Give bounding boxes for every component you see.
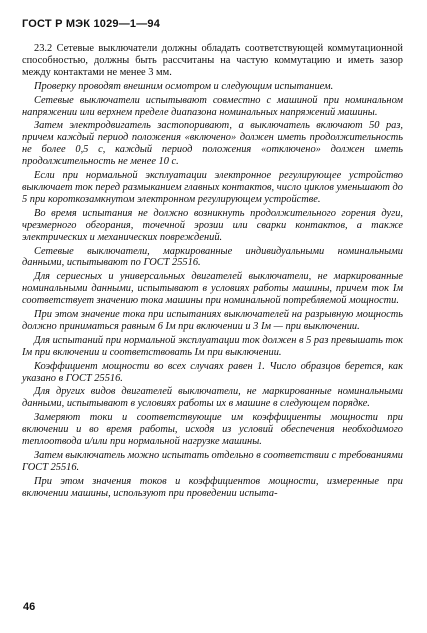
paragraph-7: Сетевые выключатели, маркированные индивидуальными номинальными данными, испытывают по ГОСТ 25516.	[22, 245, 403, 269]
paragraph-3: Сетевые выключатели испытывают совместно с машиной при номинальном напряжении или верхнем пределе диапазона номинальных напряжений машины.	[22, 94, 403, 118]
running-header: ГОСТ Р МЭК 1029—1—94	[22, 18, 161, 30]
paragraph-10: Для испытаний при нормальной эксплуатации ток должен в 5 раз превышать ток Iм при включении и соответствовать Iм при выключении.	[22, 334, 403, 358]
paragraph-8: Для сериесных и универсальных двигателей выключатели, не маркированные номинальными данными, испытывают в условиях работы машины, причем ток Iм соответствует значению тока машины при номинальной потребляемой мощности.	[22, 271, 403, 307]
paragraph-12: Для других видов двигателей выключатели, не маркированные номинальными данными, испытывают в условиях работы их в машине в следующем порядке.	[22, 386, 403, 410]
paragraph-5: Если при нормальной эксплуатации электронное регулирующее устройство выключает ток перед размыканием главных контактов, число циклов уменьшают до 5 при короткозамкнутом электронном регулирующем устройстве.	[22, 170, 403, 205]
paragraph-11: Коэффициент мощности во всех случаях равен 1. Число образцов берется, как указано в ГОСТ 25516.	[22, 360, 403, 384]
body-text	[22, 43, 403, 502]
paragraph-1: 23.2 Сетевые выключатели должны обладать соответствующей коммутационной способностью, должны быть рассчитаны на частую коммутацию и иметь зазор между контактами не менее 3 мм.	[22, 43, 403, 78]
paragraph-13: Замеряют токи и соответствующие им коэффициенты мощности при включении и во время работы, исходя из условий обеспечения необходимого теплоотвода и/или при нормальной нагрузке машины.	[22, 412, 403, 448]
paragraph-2: Проверку проводят внешним осмотром и следующим испытанием.	[34, 80, 334, 92]
paragraph-4: Затем электродвигатель застопоривают, а выключатель включают 50 раз, причем каждый период положения «включено» должен иметь продолжительность не более 0,5 с, каждый период положения «отключено» должен иметь продолжительность не менее 10 с.	[22, 120, 403, 168]
page-number: 46	[23, 601, 36, 613]
paragraph-9: При этом значение тока при испытаниях выключателей на разрывную мощность должно приниматься равным 6 Iм при включении и 3 Iм — при выключении.	[22, 309, 403, 332]
paragraph-6: Во время испытания не должно возникнуть продолжительного горения дуги, чрезмерного обгорания, точечной эрозии или сварки контактов, а также электрических и механических повреждений.	[22, 207, 403, 243]
paragraph-15: При этом значения токов и коэффициентов мощности, измеренные при включении машины, используют при проведении испыта-	[22, 475, 403, 499]
paragraph-14: Затем выключатель можно испытать отдельно в соответствии с требованиями ГОСТ 25516.	[22, 450, 403, 473]
